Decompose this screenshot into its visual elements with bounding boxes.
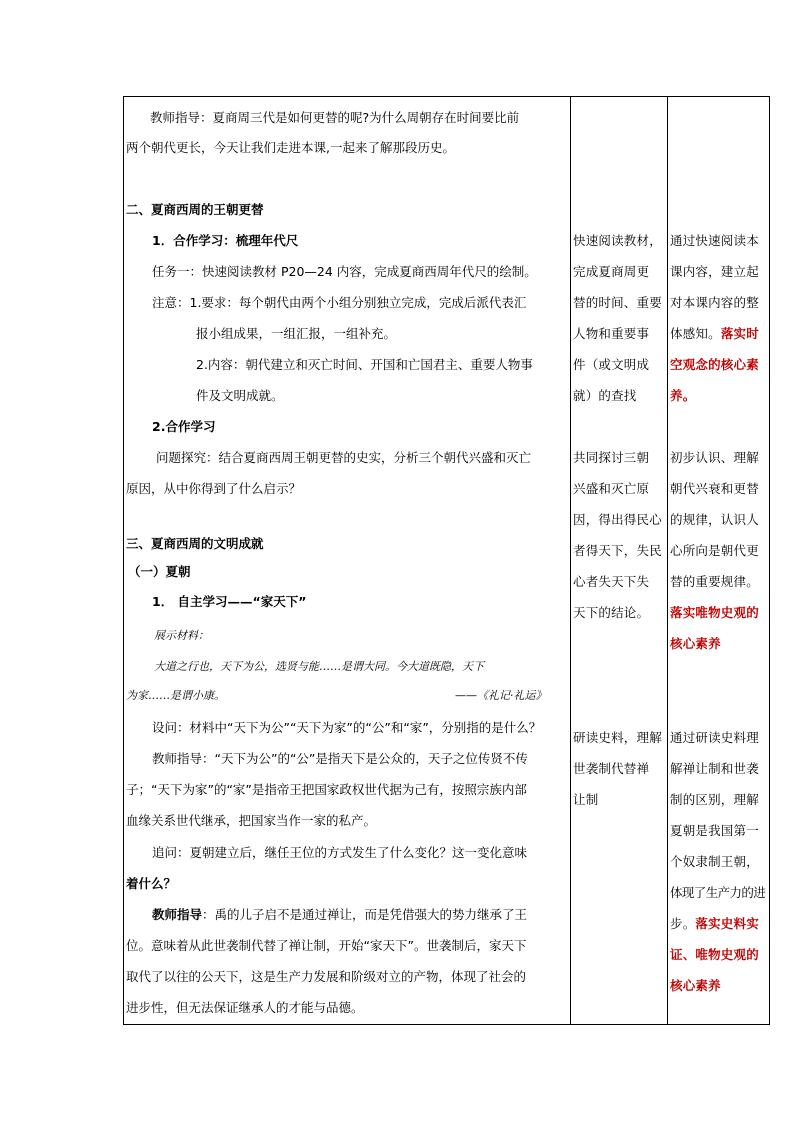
note-line-2: 报小组成果，一组汇报，一组补充。	[196, 326, 397, 341]
student-activity-1-line: 快速阅读教材，	[573, 233, 662, 248]
guide-2-line-2: 位。意味着从此世袭制代替了禅让制，开始“家天下”。世袭制后，家天下	[126, 938, 527, 953]
design-intent-3-text: 步。	[670, 916, 696, 931]
design-intent-2-line: 心所向是朝代更	[670, 543, 759, 558]
student-activity-1-line: 人物和重要事	[573, 326, 650, 341]
note-line-1: 注意：1.要求：每个朝代由两个小组分别独立完成，完成后派代表汇	[152, 295, 527, 310]
material-source: ——《礼记·礼运》	[455, 689, 547, 702]
design-intent-3-line: 通过研读史料理	[670, 730, 759, 745]
design-intent-2-line: 初步认识、理解	[670, 450, 759, 465]
question-2-line-2: 着什么？	[126, 876, 177, 891]
guide-1-line-2: 子；“天下为家”的“家”是指帝王把国家政权世代据为己有，按照宗族内部	[126, 782, 527, 797]
design-intent-1	[670, 225, 759, 411]
design-intent-2	[670, 442, 759, 659]
guide-2-label: 教师指导	[152, 907, 203, 922]
student-activity-1-line: 就）的查找	[573, 388, 637, 403]
core-literacy-note: 证、唯物史观的	[670, 947, 759, 962]
material-line-1: 大道之行也，天下为公，选贤与能……是谓大同。今大道既隐，天下	[154, 660, 484, 673]
core-literacy-note: 落实唯物史观的	[670, 605, 759, 620]
guide-1-line-3: 血缘关系世代继承，把国家当作一家的私产。	[126, 813, 377, 828]
student-activity-3-line: 研读史料，理解	[573, 730, 662, 745]
student-activity-2-line: 因，得出得民心	[573, 512, 662, 527]
design-intent-1-line: 对本课内容的整	[670, 295, 759, 310]
core-literacy-note: 落实时	[720, 326, 759, 341]
student-activity-3-line: 世袭制代替禅	[573, 761, 650, 776]
intro-line-2: 两个朝代更长，今天让我们走进本课,一起来了解那段历史。	[126, 140, 455, 155]
student-activity-2	[573, 442, 662, 628]
student-activity-2-line: 者得天下，失民	[573, 543, 662, 558]
note-line-4: 件及文明成就。	[196, 388, 284, 403]
student-activity-1-line: 替的时间、重要	[573, 295, 662, 310]
student-activity-1	[573, 225, 662, 411]
note-line-3: 2.内容：朝代建立和灭亡时间、开国和亡国君主、重要人物事	[196, 357, 533, 372]
section-2-2-title: 2.合作学习	[152, 419, 216, 434]
column-divider-2	[667, 96, 668, 1025]
student-activity-3	[573, 722, 662, 815]
student-activity-2-line: 共同探讨三朝	[573, 450, 650, 465]
design-intent-3-line	[670, 908, 765, 939]
student-activity-2-line: 心者失天下失	[573, 574, 650, 589]
guide-1-line-1: 教师指导：“天下为公”的“公”是指天下是公众的，天子之位传贤不传	[152, 751, 528, 766]
design-intent-1-line: 课内容，建立起	[670, 264, 759, 279]
student-activity-1-line: 完成夏商周更	[573, 264, 650, 279]
column-divider-1	[570, 96, 571, 1025]
core-literacy-note: 养。	[670, 388, 696, 403]
task-1: 任务一：快速阅读教材 P20—24 内容，完成夏商西周年代尺的绘制。	[152, 264, 537, 279]
core-literacy-note: 空观念的核心素	[670, 357, 759, 372]
design-intent-2-line: 的规律，认识人	[670, 512, 759, 527]
design-intent-3-line: 解禅让制和世袭	[670, 761, 759, 776]
self-study-title: 1． 自主学习——“家天下”	[152, 594, 307, 609]
design-intent-1-line: 通过快速阅读本	[670, 233, 759, 248]
core-literacy-note: 核心素养	[670, 978, 721, 993]
material-line-2: 为家……是谓小康。	[126, 689, 225, 702]
design-intent-2-line: 替的重要规律。	[670, 574, 759, 589]
design-intent-1-line	[670, 318, 759, 349]
design-intent-3	[670, 722, 765, 1001]
intro-line-1: 教师指导：夏商周三代是如何更替的呢?为什么周朝存在时间要比前	[150, 110, 520, 125]
material-label: 展示材料：	[154, 629, 209, 642]
student-activity-2-line: 兴盛和灭亡原	[573, 481, 650, 496]
section-3-title: 三、夏商西周的文明成就	[126, 536, 264, 551]
student-activity-2-line: 天下的结论。	[573, 605, 650, 620]
student-activity-1-line: 件（或文明成	[573, 357, 650, 372]
design-intent-1-text: 体感知。	[670, 326, 721, 341]
design-intent-3-line: 制的区别，理解	[670, 792, 759, 807]
subsection-xia-title: （一）夏朝	[128, 564, 191, 579]
guide-2-line-1	[152, 907, 527, 923]
question-2-line-1: 追问：夏朝建立后，继任王位的方式发生了什么变化？这一变化意味	[152, 845, 528, 860]
inquiry-line-1: 问题探究：结合夏商西周王朝更替的史实，分析三个朝代兴盛和灭亡	[156, 450, 532, 465]
section-2-1-title: 1．合作学习：梳理年代尺	[152, 233, 299, 248]
design-intent-3-line: 夏朝是我国第一	[670, 823, 759, 838]
guide-2-line-3: 取代了以往的公天下，这是生产力发展和阶级对立的产物，体现了社会的	[126, 969, 527, 984]
guide-2-line-1-rest: ：禹的儿子启不是通过禅让，而是凭借强大的势力继承了王	[202, 907, 528, 922]
section-2-title: 二、夏商西周的王朝更替	[126, 202, 264, 217]
student-activity-3-line: 让制	[573, 792, 599, 807]
design-intent-3-line: 个奴隶制王朝，	[670, 854, 759, 869]
design-intent-2-line: 朝代兴衰和更替	[670, 481, 759, 496]
question-1: 设问：材料中“天下为公”“天下为家”的“公”和“家”，分别指的是什么？	[152, 720, 542, 735]
design-intent-3-line: 体现了生产力的进	[670, 885, 766, 900]
core-literacy-note: 核心素养	[670, 636, 721, 651]
inquiry-line-2: 原因，从中你得到了什么启示？	[126, 481, 302, 496]
guide-2-line-4: 进步性，但无法保证继承人的才能与品德。	[126, 1000, 364, 1015]
core-literacy-note: 落实史料实	[695, 916, 759, 931]
